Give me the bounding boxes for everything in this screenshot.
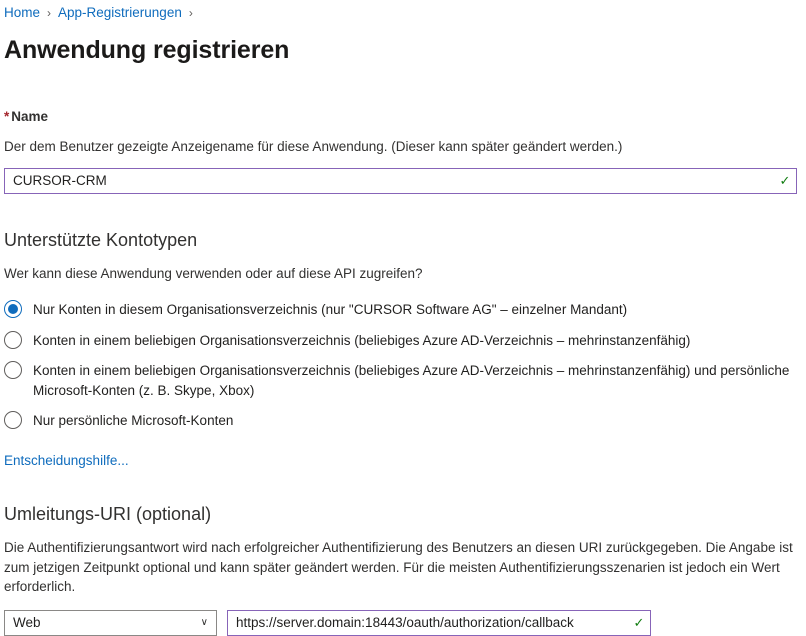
- breadcrumb-separator-icon: ›: [188, 5, 193, 20]
- breadcrumb-separator-icon: ›: [47, 5, 52, 20]
- breadcrumb-item-home[interactable]: Home: [4, 5, 41, 20]
- checkmark-icon: ✓: [779, 172, 791, 188]
- radio-label: Nur persönliche Microsoft-Konten: [33, 413, 234, 429]
- checkmark-icon: ✓: [633, 614, 645, 630]
- radio-option-multi-tenant-and-personal[interactable]: [4, 361, 806, 400]
- radio-option-multi-tenant[interactable]: [4, 331, 806, 351]
- redirect-uri-row: [4, 610, 806, 636]
- radio-option-personal-only[interactable]: [4, 411, 806, 431]
- account-types-radio-group: [4, 300, 806, 431]
- account-types-section: [4, 230, 806, 468]
- redirect-uri-heading: Umleitungs-URI (optional): [4, 503, 212, 524]
- radio-label: Konten in einem beliebigen Organisationsverzeichnis (beliebiges Azure AD-Verzeichnis – mehrinstanzenfähig): [33, 332, 691, 348]
- platform-select-value: Web: [13, 615, 41, 631]
- radio-label: Nur Konten in diesem Organisationsverzeichnis (nur "CURSOR Software AG" – einzelner Mandant): [33, 302, 628, 318]
- chevron-down-icon: ∨: [200, 616, 208, 628]
- name-input[interactable]: [5, 169, 774, 193]
- name-field-description: Der dem Benutzer gezeigte Anzeigename für diese Anwendung. (Dieser kann später geändert werden.): [4, 139, 623, 154]
- account-types-heading: Unterstützte Kontotypen: [4, 229, 198, 250]
- page-title: Anwendung registrieren: [4, 36, 290, 64]
- radio-mark-icon: [4, 361, 22, 379]
- breadcrumb: [0, 0, 806, 20]
- platform-select[interactable]: [4, 610, 217, 636]
- breadcrumb-item-app-registrations[interactable]: App-Registrierungen: [58, 5, 182, 20]
- radio-mark-icon: [4, 331, 22, 349]
- radio-mark-icon: [4, 411, 22, 429]
- name-section: [4, 109, 806, 194]
- radio-label: Konten in einem beliebigen Organisationsverzeichnis (beliebiges Azure AD-Verzeichnis – mehrinstanzenfähig) und persönliche Microsoft-Konten (z. B. Skype, Xbox): [33, 363, 790, 398]
- redirect-uri-description: Die Authentifizierungsantwort wird nach erfolgreicher Authentifizierung des Benutzers an diesen URI zurückgegeben. Die Angabe ist zum jetzigen Zeitpunkt optional und kann später geändert werden. Für die meisten Authentifizierungsszenarien ist jedoch ein Wert erforderlich.: [4, 539, 793, 595]
- redirect-uri-section: [4, 504, 806, 636]
- account-types-question: Wer kann diese Anwendung verwenden oder auf diese API zugreifen?: [4, 265, 423, 281]
- name-input-wrapper[interactable]: [4, 168, 797, 194]
- radio-mark-icon: [4, 300, 22, 318]
- decision-help-link[interactable]: Entscheidungshilfe...: [4, 452, 129, 468]
- radio-option-single-tenant[interactable]: [4, 300, 806, 320]
- name-field-label: [4, 109, 806, 124]
- redirect-uri-input-wrapper[interactable]: [227, 610, 651, 636]
- required-marker: *: [4, 109, 10, 124]
- name-label-text: Name: [11, 109, 49, 124]
- redirect-uri-input[interactable]: [228, 611, 628, 635]
